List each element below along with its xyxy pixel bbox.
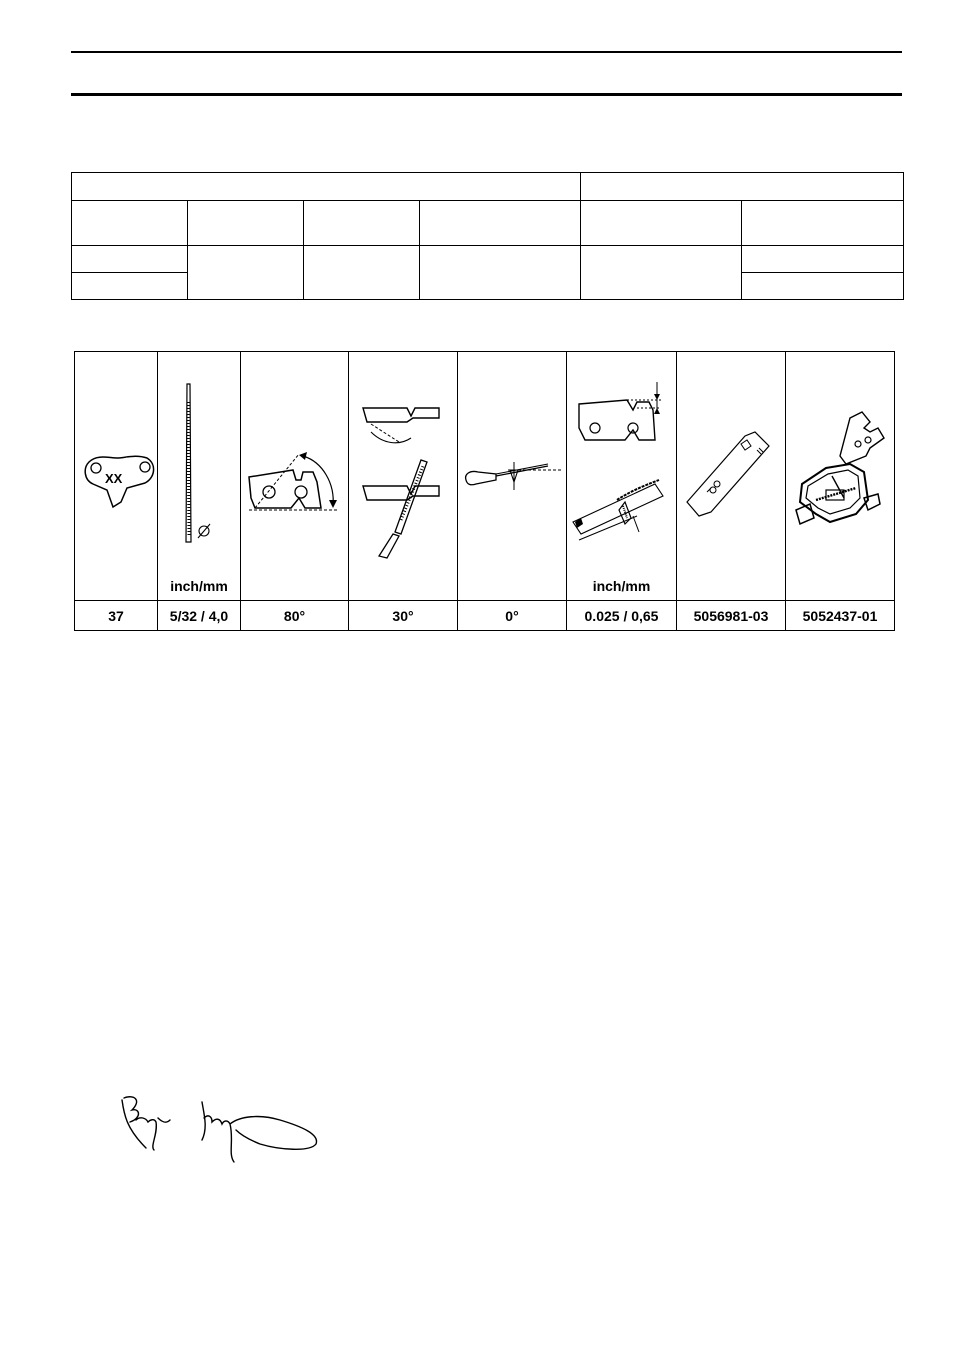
column-chain-code (75, 352, 158, 630)
column-file-diameter (158, 352, 241, 630)
table-cell (742, 201, 904, 246)
column-depth-gauge-tool (677, 352, 786, 630)
top-plate-angle-icon (241, 352, 349, 577)
table-cell (581, 173, 904, 201)
header-rule-top (71, 51, 902, 53)
chain-drive-link-icon (75, 352, 158, 600)
top-plate-angle-value: 80° (283, 608, 306, 624)
table-cell (72, 201, 188, 246)
file-unit: inch/mm (170, 578, 228, 594)
depth-gauge-tool-icon (677, 352, 786, 577)
table-row (72, 246, 904, 273)
depth-gauge-value: 0.025 / 0,65 (584, 608, 659, 624)
depth-gauge-setting-icon (567, 352, 677, 577)
column-top-plate-angle (241, 352, 349, 630)
table-cell (304, 201, 420, 246)
file-guide-icon (786, 352, 894, 577)
filing-angle-value: 30° (392, 608, 414, 624)
round-file-icon (158, 352, 241, 577)
file-diameter-value: 5/32 / 4,0 (169, 608, 229, 624)
signature-image (110, 1090, 330, 1170)
chain-code-mark: XX (105, 471, 123, 486)
column-file-holder (786, 352, 894, 630)
table-cell (581, 246, 742, 300)
column-depth-gauge (567, 352, 677, 630)
table-cell (581, 201, 742, 246)
table-cell (420, 201, 581, 246)
table-cell (742, 273, 904, 300)
table-row (72, 201, 904, 246)
file-tilt-value: 0° (505, 608, 519, 624)
depth-gauge-unit: inch/mm (592, 578, 651, 594)
table-cell (72, 273, 188, 300)
file-gauge-part-number: 5056981-03 (693, 608, 769, 624)
table-cell (742, 246, 904, 273)
table-cell (72, 246, 188, 273)
filing-angle-icon (349, 352, 458, 577)
table-cell (420, 246, 581, 300)
file-holder-tilt-icon (458, 352, 567, 577)
table-row (72, 173, 904, 201)
file-holder-part-number: 5052437-01 (802, 608, 878, 624)
bar-chain-combination-table (71, 172, 904, 300)
chain-code-value: 37 (108, 608, 124, 624)
column-file-tilt (458, 352, 567, 630)
sharpening-equipment-table (74, 351, 895, 631)
table-cell (72, 173, 581, 201)
table-cell (188, 246, 304, 300)
column-filing-angle (349, 352, 458, 630)
header-rule-bottom (71, 93, 902, 96)
table-cell (188, 201, 304, 246)
table-cell (304, 246, 420, 300)
